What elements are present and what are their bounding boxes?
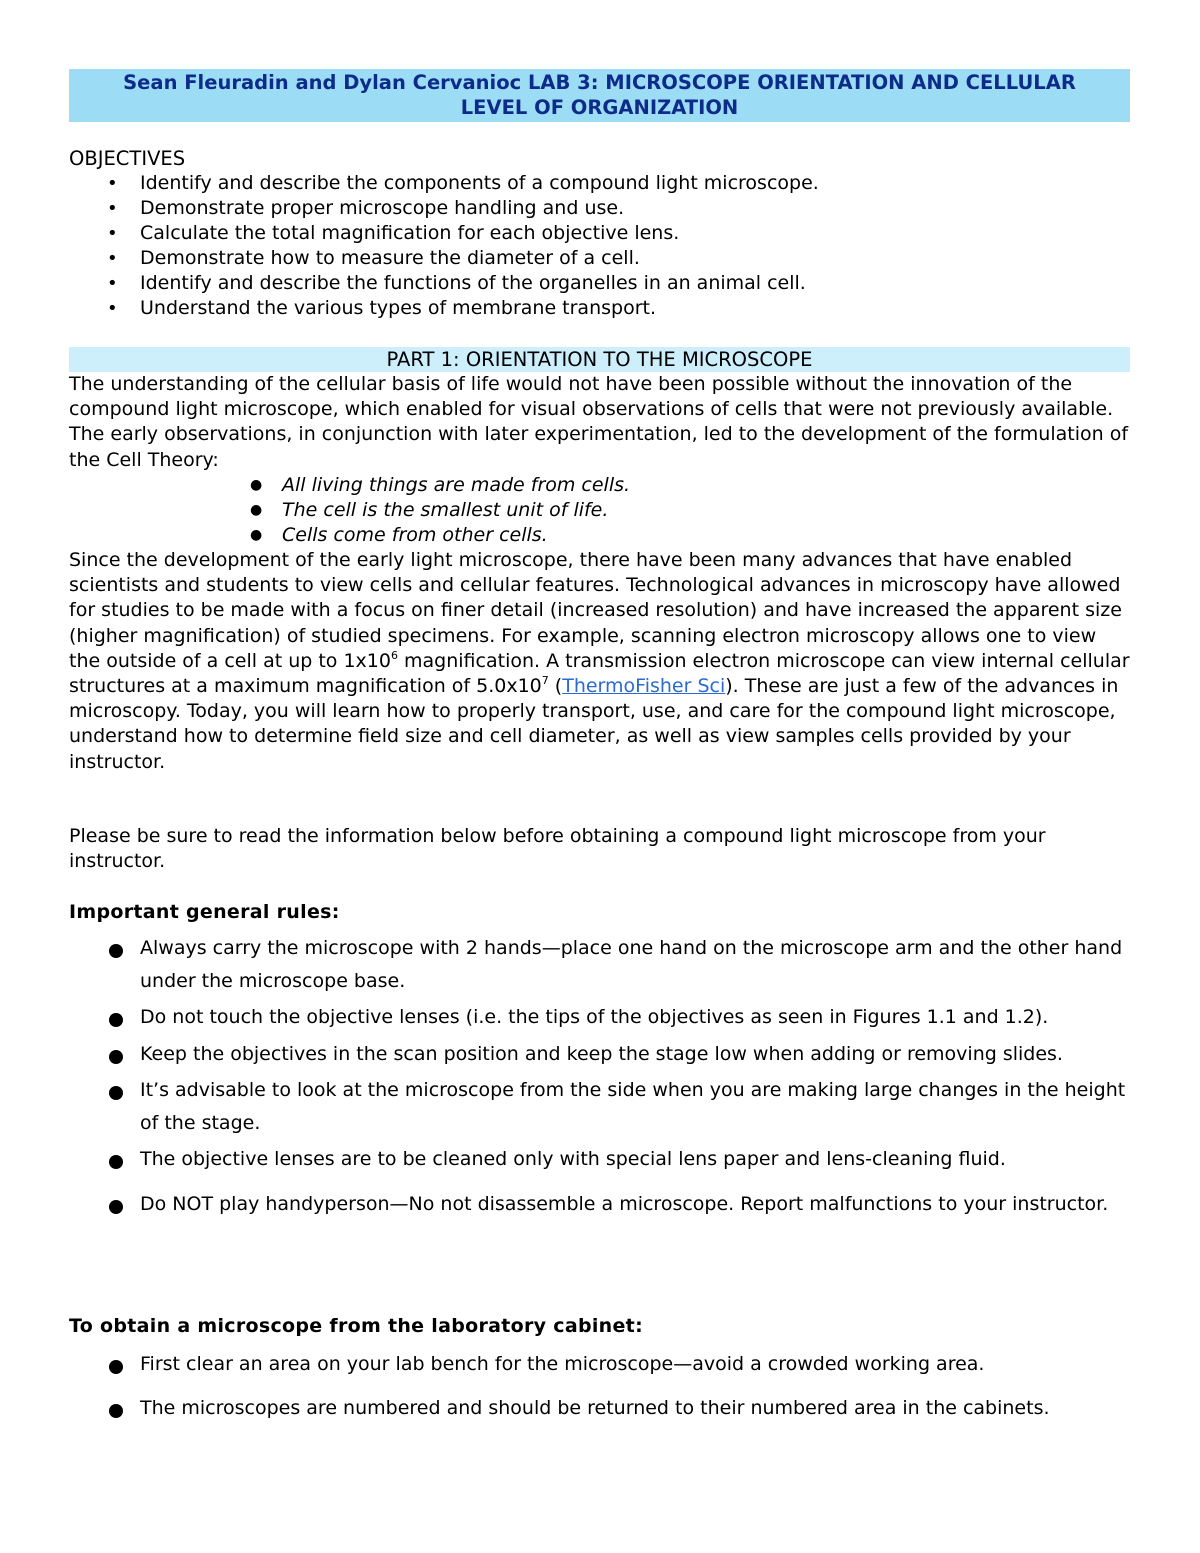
objective-item: • Demonstrate proper microscope handling and use.	[107, 197, 625, 219]
bullet-icon	[109, 1050, 123, 1064]
bullet-icon: •	[107, 198, 118, 219]
cabinet-heading: To obtain a microscope from the laboratory cabinet:	[69, 1315, 643, 1337]
rule-item: Keep the objectives in the scan position and keep the stage low when adding or removing slides.	[69, 1038, 1130, 1071]
cell-theory-item: ● Cells come from other cells.	[250, 524, 548, 546]
objective-item: • Demonstrate how to measure the diameter of a cell.	[107, 247, 640, 269]
cell-theory-item: ● The cell is the smallest unit of life.	[250, 499, 609, 521]
bullet-icon: •	[107, 248, 118, 269]
general-rules-heading: Important general rules:	[69, 901, 340, 923]
bullet-icon	[109, 1360, 123, 1374]
objective-item: • Understand the various types of membrane transport.	[107, 297, 657, 319]
cabinet-step-item: The microscopes are numbered and should be returned to their numbered area in the cabinets.	[69, 1392, 1130, 1425]
bullet-icon	[109, 1200, 123, 1214]
lab-title-banner	[69, 69, 1130, 122]
rule-item: Do NOT play handyperson—No not disassemble a microscope. Report malfunctions to your instructor.	[69, 1188, 1130, 1221]
bullet-icon	[109, 1086, 123, 1100]
bullet-icon: •	[107, 298, 118, 319]
bullet-icon: •	[107, 173, 118, 194]
superscript: 7	[541, 674, 549, 688]
objectives-heading: OBJECTIVES	[69, 147, 186, 170]
lab-title-line2: LEVEL OF ORGANIZATION	[460, 96, 739, 119]
bullet-icon	[109, 1155, 123, 1169]
bullet-icon: •	[107, 273, 118, 294]
bullet-icon: ●	[250, 502, 263, 518]
bullet-icon	[109, 1404, 123, 1418]
cabinet-steps-list	[69, 1348, 1130, 1435]
thermofisher-link[interactable]: ThermoFisher Sci	[562, 675, 726, 698]
objectives-list	[69, 171, 819, 321]
part1-heading: PART 1: ORIENTATION TO THE MICROSCOPE	[69, 347, 1130, 372]
bullet-icon: •	[107, 223, 118, 244]
part1-intro-paragraph: The understanding of the cellular basis of life would not have been possible without the innovation of the compound light microscope, which enabled for visual observations of cells that were not previously available. The early observations, in conjunction with later experimentation, led to the development of the formulation of the Cell Theory:	[69, 373, 1129, 471]
microscopy-advances-paragraph: Since the development of the early light microscope, there have been many advances that have enabled scientists and students to view cells and cellular features. Technological advances in microscopy have allowed for studies to be made with a focus on finer detail (increased resolution) and have increased the apparent size (higher magnification) of studied specimens. For example, scanning electron microscopy allows one to view the outside of a cell at up to $1x10^6$ magnification. A transmission electron microscope can view internal cellular structures at a maximum magnification of $5.0x10^7$ (ThermoFisher Sci). These are just a few of the advances in microscopy. Today, you will learn how to properly transport, use, and care for the compound light microscope, understand how to determine field size and cell diameter, as well as view samples cells provided by your instructor.	[69, 549, 1130, 773]
objective-item: • Identify and describe the functions of the organelles in an animal cell.	[107, 272, 806, 294]
rule-item: Do not touch the objective lenses (i.e. the tips of the objectives as seen in Figures 1.1 and 1.2).	[69, 1001, 1130, 1034]
lab-title-line1: Sean Fleuradin and Dylan Cervanioc LAB 3: MICROSCOPE ORIENTATION AND CELLULAR	[123, 71, 1076, 94]
objective-item: • Identify and describe the components of a compound light microscope.	[107, 172, 819, 194]
superscript: 6	[390, 648, 398, 662]
rule-item: Always carry the microscope with 2 hands—place one hand on the microscope arm and the other hand under the microscope base.	[69, 932, 1130, 997]
cell-theory-item: ● All living things are made from cells.	[250, 474, 631, 496]
cell-theory-list	[69, 473, 630, 548]
general-rules-list	[69, 932, 1130, 1224]
bullet-icon	[109, 1013, 123, 1027]
rule-item: The objective lenses are to be cleaned only with special lens paper and lens-cleaning fluid.	[69, 1143, 1130, 1176]
bullet-icon: ●	[250, 527, 263, 543]
cabinet-step-item: First clear an area on your lab bench for the microscope—avoid a crowded working area.	[69, 1348, 1130, 1381]
rule-item: It’s advisable to look at the microscope from the side when you are making large changes in the height of the stage.	[69, 1074, 1130, 1139]
objective-item: • Calculate the total magnification for each objective lens.	[107, 222, 680, 244]
bullet-icon	[109, 944, 123, 958]
read-before-paragraph: Please be sure to read the information below before obtaining a compound light microscope from your instructor.	[69, 825, 1046, 873]
bullet-icon: ●	[250, 477, 263, 493]
